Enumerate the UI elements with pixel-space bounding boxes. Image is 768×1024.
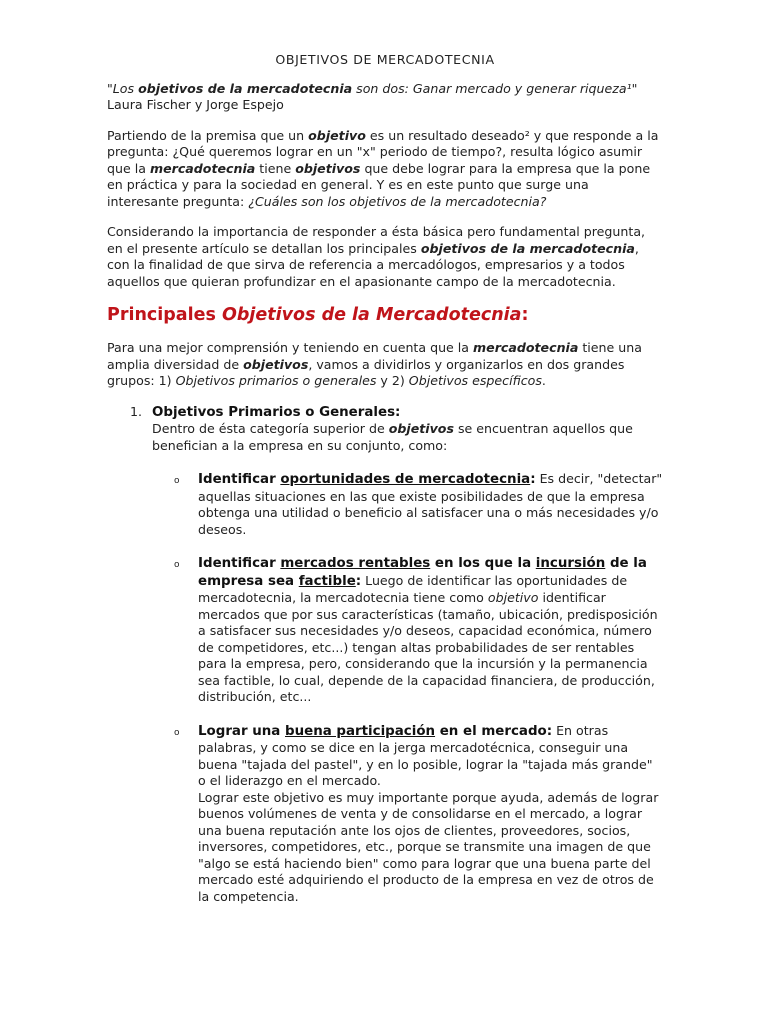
sub-list-item <box>107 471 663 538</box>
text-run: Objetivos específicos <box>408 373 542 388</box>
text-run: objetivo <box>308 127 366 143</box>
text-run: objetivos de la mercadotecnia <box>138 80 353 96</box>
text-run: Identificar <box>198 556 281 571</box>
text-run: : <box>355 573 362 589</box>
text-run: Considerando la importancia de responder a ésta básica pero fundamental pregunta, en el presente artículo se detallan los principales <box>107 224 646 256</box>
sub-list-item <box>107 555 663 706</box>
text-run: factible <box>298 573 356 589</box>
sub-list-item-text <box>198 723 653 789</box>
document-page <box>107 52 663 922</box>
text-run: tiene <box>255 160 296 176</box>
text-run: objetivos <box>295 160 361 176</box>
text-run: mercados rentables <box>280 556 431 571</box>
list-number: 1. <box>130 403 143 419</box>
text-run: tiene una amplia diversidad de <box>107 340 642 372</box>
text-run: Objetivos primarios o generales <box>175 373 377 388</box>
bullet-circle-icon: o <box>174 560 180 570</box>
text-run: "Los <box>107 80 139 96</box>
text-run: objetivos <box>388 421 454 436</box>
quote-text <box>107 81 637 96</box>
sub-list-item-text <box>198 555 658 704</box>
sub-list <box>107 471 663 905</box>
text-run: objetivos de la mercadotecnia <box>420 240 635 256</box>
document-title: OBJETIVOS DE MERCADOTECNIA <box>275 52 495 67</box>
text-run: son dos: Ganar mercado y generar riqueza¹" <box>352 80 638 96</box>
bullet-circle-icon: o <box>174 476 180 486</box>
section-heading-italic: Objetivos de la Mercadotecnia <box>222 305 522 325</box>
text-run: es un resultado deseado² y que responde a la pregunta: ¿Qué queremos lograr en un "x" periodo de tiempo?, resulta lógico asumir que la <box>107 127 659 176</box>
text-run: Lograr una <box>198 723 285 739</box>
text-run: se encuentran aquellos que benefician a la empresa en su conjunto, como: <box>152 421 633 453</box>
text-run: mercadotecnia <box>473 340 579 355</box>
quote-authors: Laura Fischer y Jorge Espejo <box>107 97 284 112</box>
text-run: : <box>530 472 536 487</box>
text-run: Luego de identificar las oportunidades de mercadotecnia, la mercadotecnia tiene como <box>198 572 628 605</box>
list-item-title: Objetivos Primarios o Generales: <box>152 404 401 420</box>
sub-list-item-text <box>198 471 662 537</box>
sub-list-item-extra: Lograr este objetivo es muy importante porque ayuda, además de lograr buenos volúmenes de venta y de consolidarse en el mercado, a lograr una buena reputación ante los ojos de clientes, proveedores, socios, inversores, competidores, etc., porque se transmite una imagen de que "algo se está haciendo bien" como para lograr que una buena parte del mercado esté adquiriendo el producto de la empresa en vez de otros de la competencia. <box>198 789 659 904</box>
sub-list-item <box>107 723 663 906</box>
text-run: . <box>541 373 546 388</box>
intro-paragraph <box>107 128 663 211</box>
text-run: en el mercado: <box>435 723 553 739</box>
text-run: , con la finalidad de que sirva de referencia a mercadólogos, empresarios y a todos aquellos que quieran profundizar en el apasionante campo de la mercadotecnia. <box>107 240 639 289</box>
bullet-circle-icon: o <box>174 727 180 738</box>
text-run: buena participación <box>285 723 436 739</box>
text-run: y 2) <box>376 373 409 388</box>
text-run: Es decir, "detectar" aquellas situaciones en las que existe posibilidades de que la empresa obtenga una utilidad o beneficio al satisfacer una o más necesidades y/o deseos. <box>198 471 663 537</box>
section-heading-plain: Principales <box>107 305 222 325</box>
text-run: Identificar <box>198 472 281 487</box>
text-run: de la empresa sea <box>198 556 647 589</box>
text-run: objetivo <box>487 590 539 605</box>
text-run: en los que la <box>430 556 536 571</box>
text-run: identificar mercados que por sus características (tamaño, ubicación, predisposición a satisfacer sus necesidades y/o deseos, capacidad económica, número de competidores, etc...) tengan altas probabilidades de ser rentables para la empresa, pero, considerando que la incursión y la permanencia sea factible, lo cual, depende de la capacidad financiera, de producción, distribución, etc... <box>198 590 658 704</box>
section-heading <box>107 304 663 326</box>
list-item-body <box>152 421 633 453</box>
text-run: En otras palabras, y como se dice en la jerga mercadotécnica, conseguir una buena "tajada del pastel", y en lo posible, lograr la "tajada más grande" o el liderazgo en el mercado. <box>198 722 653 788</box>
quote-paragraph <box>107 81 663 114</box>
text-run: Partiendo de la premisa que un <box>107 127 309 143</box>
text-run: mercadotecnia <box>149 160 256 176</box>
text-run: Dentro de ésta categoría superior de <box>152 421 389 436</box>
groups-paragraph <box>107 340 663 390</box>
list-item-primary-objectives <box>107 404 663 455</box>
text-run: que debe lograr para la empresa que la pone en práctica y para la sociedad en general. Y es en este punto que surge una interesante pregunta: <box>107 160 651 209</box>
text-run: Para una mejor comprensión y teniendo en cuenta que la <box>107 340 474 355</box>
text-run: incursión <box>535 556 606 571</box>
text-run: , vamos a dividirlos y organizarlos en dos grandes grupos: 1) <box>107 356 625 388</box>
text-run: ¿Cuáles son los objetivos de la mercadotecnia? <box>248 193 547 209</box>
context-paragraph <box>107 224 663 290</box>
text-run: objetivos <box>243 356 309 372</box>
text-run: oportunidades de mercadotecnia <box>280 472 531 487</box>
section-heading-colon: : <box>521 305 529 325</box>
